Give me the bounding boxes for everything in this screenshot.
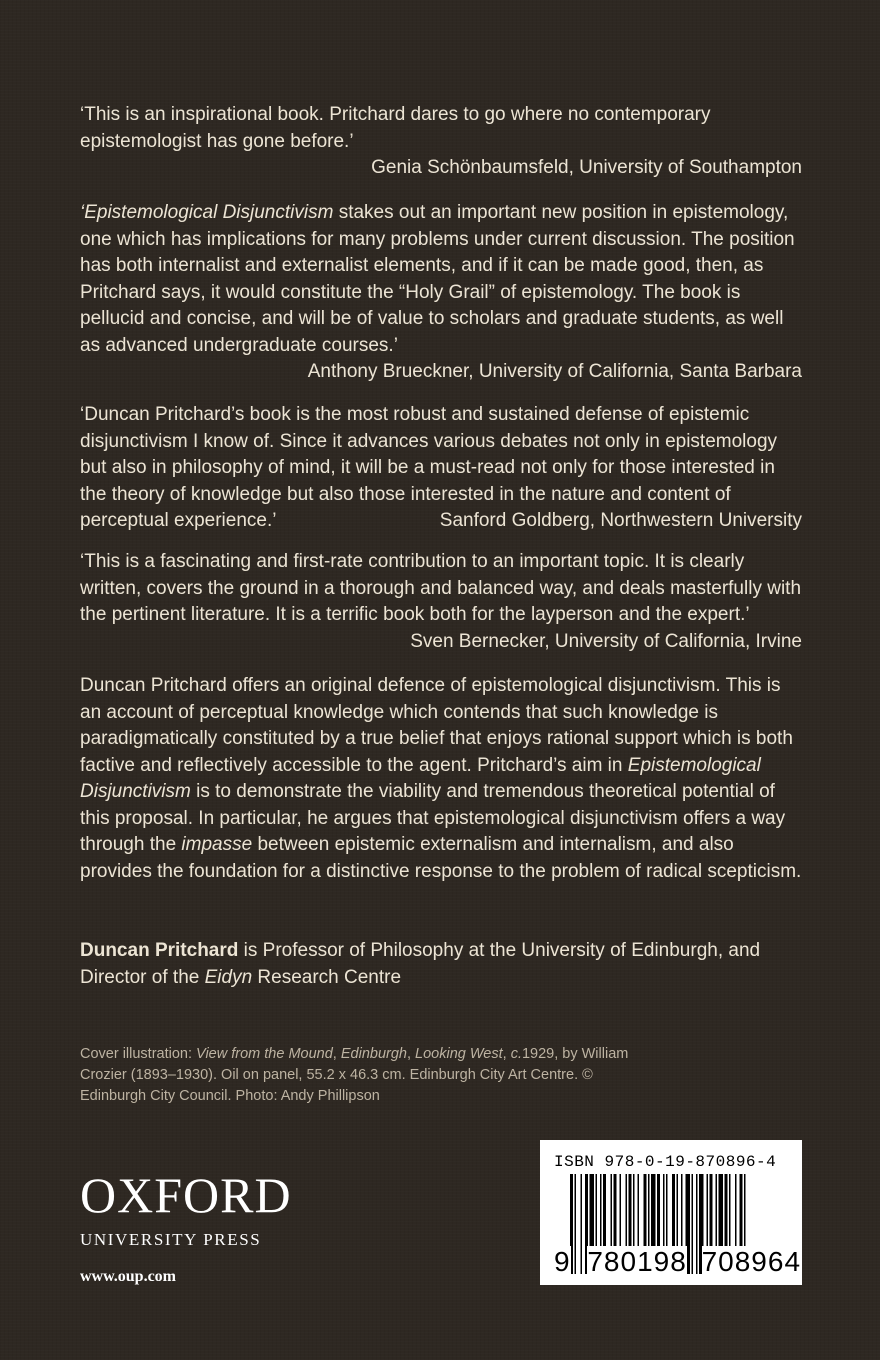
description-text-1: Duncan Pritchard offers an original defence of epistemological disjunctivism. This is an account of perceptual knowledge which contends that such knowledge is paradigmatically constituted by a true belief that enjoys rational support which is both factive and reflectively accessible to the agent. Pritchard’s aim in [80,675,793,776]
endorsement-text-rest: stakes out an important new position in epistemology, one which has implications for many problems under current discussion. The position has both internalist and externalist elements, and if it can be made good, then, as Pritchard says, it would constitute the “Holy Grail” of epistemology. The book is pellucid and concise, and will be of value to scholars and graduate students, as well as advanced undergraduate courses.’ [80,202,795,356]
endorsement-text: ‘This is a fascinating and first-rate contribution to an important topic. It is clearly written, covers the ground in a thorough and balanced way, and deals masterfully with the pertinent literature. It is a terrific book both for the layperson and the expert.’ [80,551,802,625]
book-title-italic: ‘Epistemological Disjunctivism [80,202,334,223]
credit-sep: , [332,1046,341,1062]
endorsement-text-body: ‘Duncan Pritchard’s book is the most robust and sustained defense of epistemic disjunctivism I know of. Since it advances various debates not only in epistemology but also in philosophy of mind, it will be a must-read not only for those interested in the theory of knowledge but also those interested in the nature and content of perceptual experience.’ [80,404,778,531]
credit-subtitle: Looking West [415,1046,503,1062]
barcode-digits-group-2: 708964 [701,1246,802,1277]
description-italic-title: Epistemological Disjunctivism [80,754,761,802]
author-bio-text-2: Research Centre [252,966,402,988]
credit-sep: , [502,1046,511,1062]
cover-credit [80,1044,640,1107]
credit-sep: , [406,1046,416,1062]
endorsement-1 [80,102,802,182]
author-bio-italic: Eidyn [204,966,253,988]
endorsement-2 [80,200,802,386]
endorsement-attribution: Anthony Brueckner, University of California, Santa Barbara [307,361,802,382]
description-text-2: is to demonstrate the viability and tremendous theoretical potential of this proposal. In particular, he argues that epistemological disjunctivism offers a way through the [80,781,786,855]
endorsement-attribution: Sven Bernecker, University of California, Irvine [410,630,802,652]
credit-prefix: Cover illustration: [80,1046,197,1062]
credit-rest: 1929, by William Crozier (1893–1930). Oil on panel, 55.2 x 46.3 cm. Edinburgh City Art Centre. © Edinburgh City Council. Photo: Andy Phillipson [80,1046,629,1104]
barcode-digit-first: 9 [554,1246,571,1277]
description-italic-impasse: impasse [181,834,253,855]
endorsement-3 [80,402,802,535]
isbn-label: ISBN 978-0-19-870896-4 [554,1153,777,1171]
endorsement-attribution: Genia Schönbaumsfeld, University of Southampton [371,157,802,178]
barcode-digits-group-1: 780198 [587,1246,687,1277]
isbn-barcode [540,1140,802,1285]
book-description [80,673,802,885]
endorsement-text [80,402,802,535]
publisher-logo [80,1167,310,1250]
author-bio-text-1: is Professor of Philosophy at the University of Edinburgh, and Director of the [80,940,761,988]
endorsement-text [80,200,802,359]
credit-title: View from the Mound [196,1046,333,1062]
description-text-3: between epistemic externalism and internalism, and also provides the foundation for a distinctive response to the problem of radical scepticism. [80,834,802,882]
endorsement-text: ‘This is an inspirational book. Pritchard dares to go where no contemporary epistemologist has gone before.’ [80,104,711,152]
credit-circa: c. [510,1046,522,1062]
endorsement-attribution: Sanford Goldberg, Northwestern University [439,510,802,531]
publisher-name: OXFORD [80,1167,292,1223]
credit-place: Edinburgh [340,1046,407,1062]
barcode-digits [554,1246,801,1278]
endorsement-4 [80,549,802,655]
publisher-subname: UNIVERSITY PRESS [80,1230,262,1249]
author-name: Duncan Pritchard [80,940,239,961]
publisher-url: www.oup.com [80,1268,177,1285]
author-bio [80,938,802,991]
